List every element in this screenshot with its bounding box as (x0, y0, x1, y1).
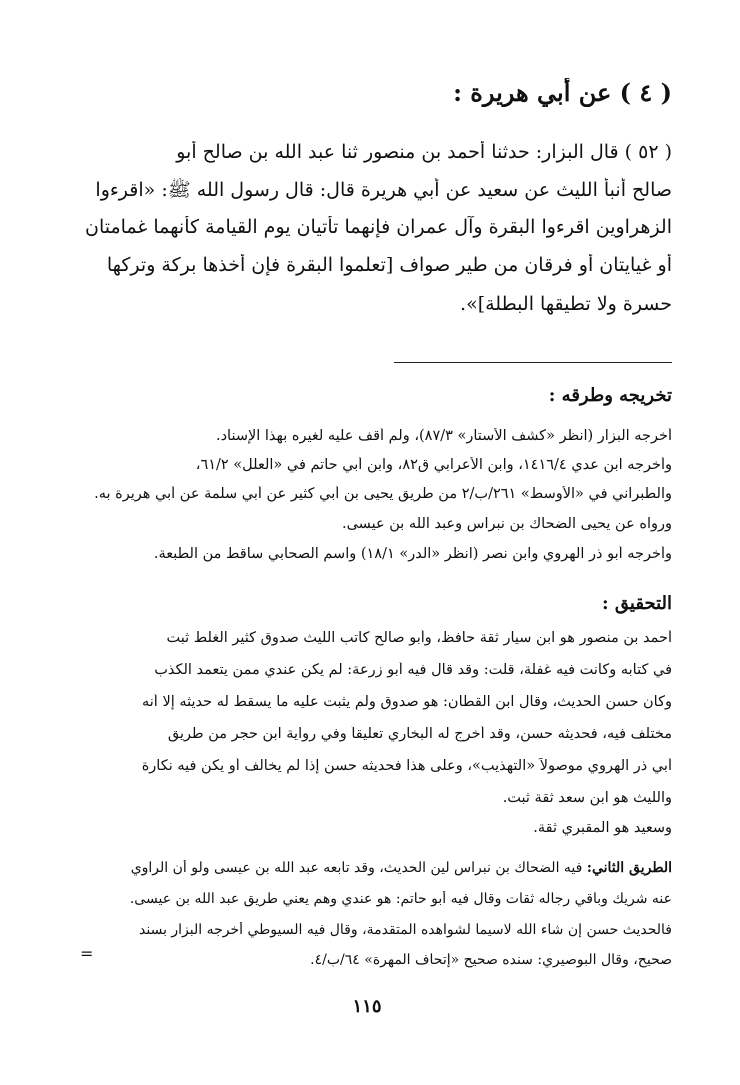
takhrij-line: وأخرجه أبو ذر الهروي وابن نصر (انظر «الدر» ١٨/١) واسم الصحابي ساقط من الطبعة. (153, 546, 672, 562)
hadith-line: حسرة ولا تطيقها البطلة]». (460, 293, 672, 315)
second-path-label: الطريق الثاني: (586, 860, 672, 876)
tahqiq-line: أبي ذر الهروي موصولاً «التهذيب»، وعلى هذا فحديثه حسن إذا لم يخالف أو يكن فيه نكارة (141, 758, 672, 774)
continuation-mark: = (80, 944, 94, 963)
tahqiq-heading (62, 593, 672, 614)
tahqiq-line: أحمد بن منصور هو ابن سيار ثقة حافظ، وأبو صالح كاتب الليث صدوق كثير الغلط ثبت (166, 630, 672, 646)
second-path-line (62, 860, 672, 876)
hadith-line: أو غيايتان أو فرقان من طير صواف [تعلموا البقرة فإن أخذها بركة وتركها (106, 254, 672, 276)
second-path-text: فيه الضحاك بن نبراس لين الحديث، وقد تابعه عبد الله بن عيسى ولو أن الراوي (130, 860, 583, 876)
hadith-line: ( ٥٢ ) قال البزار: حدثنا أحمد بن منصور ثنا عبد الله بن صالح أبو (176, 141, 672, 163)
tahqiq-line: وسعيد هو المقبري ثقة. (533, 820, 672, 836)
page-number: ١١٥ (352, 996, 382, 1017)
tahqiq-line: في كتابه وكانت فيه غفلة، قلت: وقد قال فيه أبو زرعة: لم يكن عندي ممن يتعمد الكذب (154, 662, 672, 678)
page (62, 0, 672, 1085)
hadith-line: الزهراوين اقرءوا البقرة وآل عمران فإنهما تأتيان يوم القيامة كأنهما غمامتان (84, 216, 672, 238)
tahqiq-line: مختلف فيه، فحديثه حسن، وقد أخرج له البخاري تعليقاً وفي رواية ابن حجر من طريق (167, 726, 672, 742)
second-path-line: عنه شريك وباقي رجاله ثقات وقال فيه أبو حاتم: هو عندي وهم يعني طريق عبد الله بن عيسى. (129, 891, 672, 907)
tahqiq-line: وكان حسن الحديث، وقال ابن القطان: هو صدوق ولم يثبت عليه ما يسقط له حديثه إلا أنه (142, 694, 672, 710)
footnote-divider (394, 362, 672, 363)
second-path-line: صحيح، وقال البوصيري: سنده صحيح «إتحاف المهرة» ٦٤/ب/٤. (310, 952, 672, 968)
takhrij-line: والطبراني في «الأوسط» ٢٦١/ب/٢ من طريق يحيى بن أبي كثير عن أبي سلمة عن أبي هريرة به. (94, 486, 672, 502)
takhrij-line: وأخرجه ابن عدي ١٤١٦/٤، وابن الأعرابي ق٨٢، وابن أبي حاتم في «العلل» ٦١/٢، (195, 457, 672, 473)
takhrij-line: أخرجه البزار (انظر «كشف الأستار» ٨٧/٣)، ولم أقف عليه لغيره بهذا الإسناد. (215, 428, 672, 444)
tahqiq-title: التحقيق : (602, 593, 672, 614)
second-path-line: فالحديث حسن إن شاء الله لاسيما لشواهده المتقدمة، وقال فيه السيوطي أخرجه البزار بسند (139, 922, 672, 938)
takhrij-line: ورواه عن يحيى الضحاك بن نبراس وعبد الله بن عيسى. (341, 516, 672, 532)
takhrij-heading: تخريجه وطرقه : (548, 385, 672, 406)
tahqiq-line: والليث هو ابن سعد ثقة ثبت. (502, 790, 672, 806)
section-heading-abu-hurayra: ( ٤ ) عن أبي هريرة : (453, 78, 672, 107)
hadith-line: صالح أنبأ الليث عن سعيد عن أبي هريرة قال: قال رسول الله ﷺ: «اقرءوا (95, 179, 672, 201)
